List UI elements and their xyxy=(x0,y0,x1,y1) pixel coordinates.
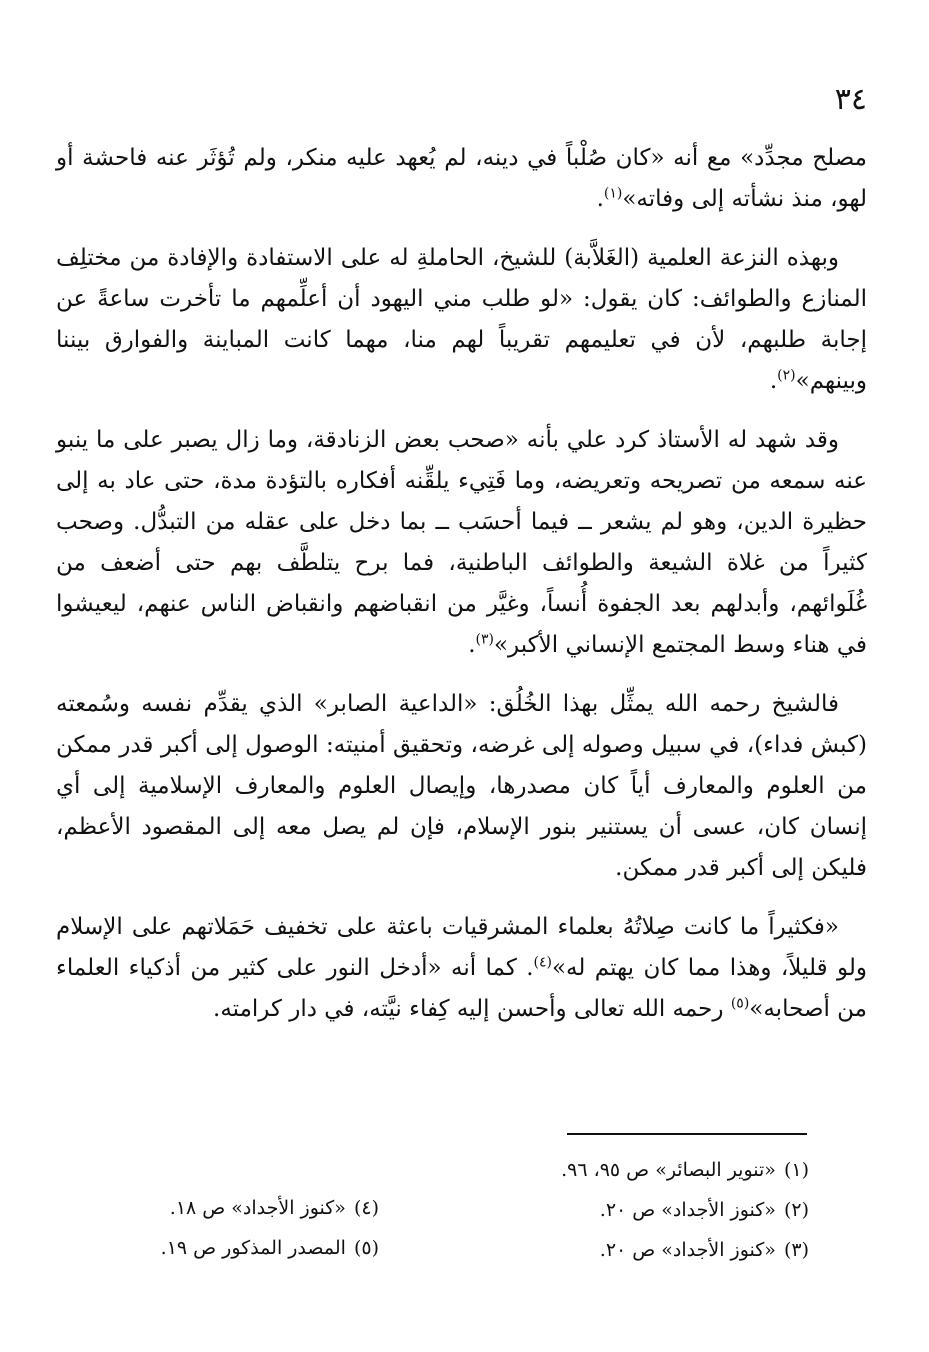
page-number: ٣٤ xyxy=(834,82,867,117)
footnote-2 xyxy=(529,1190,809,1230)
footnote-3-number: (٣) xyxy=(783,1239,809,1261)
paragraph-2: وبهذه النزعة العلمية (الغَلاَّبة) للشيخ، الحاملةِ له على الاستفادة والإفادة من مختلِف المنازع والطوائف: كان يقول: «لو طلب مني اليهود أن أعلِّمهم ما تأخرت ساعةً عن إجابة طلبهم، لأن في تعليمهم تقريباً لهم منا، مهما كانت المباينة والفوارق بيننا وبينهم»$^{(٢)}$. xyxy=(56,245,867,394)
paragraph-1-text: مصلح مجدِّد» مع أنه «كان صُلْباً في دينه، لم يُعهد عليه منكر، ولم تُؤثَر عنه فاحشة أو لهو، منذ نشأته إلى وفاته» xyxy=(56,145,867,212)
footnotes-column-right xyxy=(529,1150,809,1270)
footnote-separator xyxy=(567,1133,807,1135)
footnote-3 xyxy=(529,1230,809,1270)
footnote-4 xyxy=(99,1188,379,1228)
paragraph-5-text-b: . كما أنه «أدخل النور على كثير من أذكياء العلماء من أصحابه» xyxy=(56,955,867,1022)
footnote-4-text: «كنوز الأجداد» ص ١٨. xyxy=(169,1197,346,1219)
paragraph-5-text-a: «فكثيراً ما كانت صِلاتُهُ بعلماء المشرقيات باعثة على تخفيف حَمَلاتهم على الإسلام ولو قليلاً، وهذا مما كان يهتم له» xyxy=(56,914,867,981)
footnote-3-text: «كنوز الأجداد» ص ٢٠. xyxy=(599,1239,776,1261)
footnote-5-number: (٥) xyxy=(353,1237,379,1259)
footnote-1-number: (١) xyxy=(783,1159,809,1181)
footnote-1-text: «تنوير البصائر» ص ٩٥، ٩٦. xyxy=(561,1159,776,1181)
paragraph-5 xyxy=(56,907,867,1030)
footnote-2-number: (٢) xyxy=(783,1199,809,1221)
paragraph-4 xyxy=(56,684,867,889)
paragraph-2-text: وبهذه النزعة العلمية (الغَلاَّبة) للشيخ، الحاملةِ له على الاستفادة والإفادة من مختلِف المنازع والطوائف: كان يقول: «لو طلب مني اليهود أن أعلِّمهم ما تأخرت ساعةً عن إجابة طلبهم، لأن في تعليمهم تقريباً لهم منا، مهما كانت المباينة والفوارق بيننا وبينهم» xyxy=(56,245,867,394)
paragraph-3-text: وقد شهد له الأستاذ كرد علي بأنه «صحب بعض الزنادقة، وما زال يصبر على ما ينبو عنه سمعه من تصريحه وتعريضه، وما فَتِيء يلقِّنه أفكاره بالتؤدة مدة، حتى عاد به إلى حظيرة الدين، وهو لم يشعر ــ فيما أحسَب ــ بما دخل على عقله من التبدُّل. وصحب كثيراً من غلاة الشيعة والطوائف الباطنية، فما برح يتلطَّف بهم حتى أضعف من غُلَوائهم، وأبدلهم بعد الجفوة أُنساً، وغيَّر من انقباضهم وانقباض الناس عنهم، ليعيشوا في هناء وسط المجتمع الإنساني الأكبر» xyxy=(56,427,867,658)
footnote-ref-1: (١) xyxy=(603,185,623,202)
footnote-ref-3: (٣) xyxy=(475,631,494,648)
main-text xyxy=(56,138,867,1048)
footnote-5-text: المصدر المذكور ص ١٩. xyxy=(160,1237,346,1259)
paragraph-3: وقد شهد له الأستاذ كرد علي بأنه «صحب بعض الزنادقة، وما زال يصبر على ما ينبو عنه سمعه من تصريحه وتعريضه، وما فَتِيء يلقِّنه أفكاره بالتؤدة مدة، حتى عاد به إلى حظيرة الدين، وهو لم يشعر ــ فيما أحسَب ــ بما دخل على عقله من التبدُّل. وصحب كثيراً من غلاة الشيعة والطوائف الباطنية، فما برح يتلطَّف بهم حتى أضعف من غُلَوائهم، وأبدلهم بعد الجفوة أُنساً، وغيَّر من انقباضهم وانقباض الناس عنهم، ليعيشوا في هناء وسط المجتمع الإنساني الأكبر»$^{(٣)}$. xyxy=(56,427,867,658)
footnote-4-number: (٤) xyxy=(353,1197,379,1219)
footnote-ref-5: (٥) xyxy=(730,995,750,1012)
footnotes-column-left xyxy=(99,1188,379,1268)
footnote-ref-4: (٤) xyxy=(533,954,552,971)
paragraph-1: مصلح مجدِّد» مع أنه «كان صُلْباً في دينه، لم يُعهد عليه منكر، ولم تُؤثَر عنه فاحشة أو لهو، منذ نشأته إلى وفاته»$^{(١)}$. xyxy=(56,145,867,212)
paragraph-5-text-c: رحمه الله تعالى وأحسن إليه كِفاء نيَّته، في دار كرامته. xyxy=(213,996,724,1022)
footnote-2-text: «كنوز الأجداد» ص ٢٠. xyxy=(599,1199,776,1221)
footnote-5 xyxy=(99,1228,379,1268)
paragraph-4-text: فالشيخ رحمه الله يمثِّل بهذا الخُلُق: «الداعية الصابر» الذي يقدِّم نفسه وسُمعته (كبش فداء)، في سبيل وصوله إلى غرضه، وتحقيق أمنيته: الوصول إلى أكبر قدر ممكن من العلوم والمعارف أياً كان مصدرها، وإيصال العلوم والمعارف الإسلامية إلى أي إنسان كان، عسى أن يستنير بنور الإسلام، فإن لم يصل معه إلى المقصود الأعظم، فليكن إلى أكبر قدر ممكن. xyxy=(56,691,867,881)
footnote-1 xyxy=(529,1150,809,1190)
footnote-ref-2: (٢) xyxy=(777,367,796,384)
